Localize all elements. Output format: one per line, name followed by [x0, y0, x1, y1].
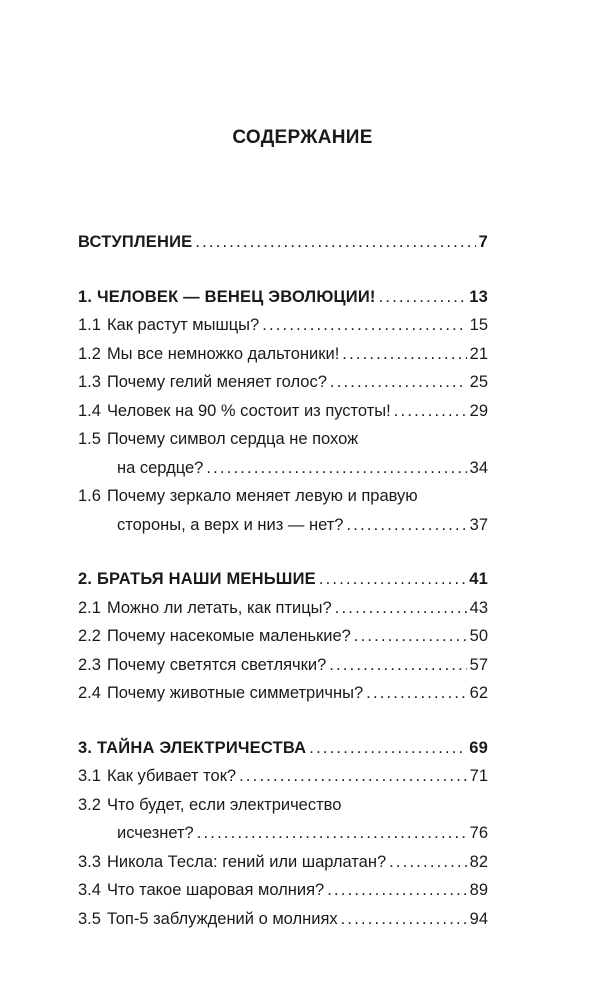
section-title: Можно ли летать, как птицы? [106, 598, 332, 617]
section-number: 1.4 [78, 401, 101, 420]
section-number: 1.5 [78, 430, 101, 448]
section-page: 25 [469, 373, 488, 391]
toc-section [78, 679, 488, 708]
toc-section [78, 762, 488, 791]
section-title: исчезнет? [117, 824, 194, 842]
section-page: 94 [469, 909, 488, 928]
section-number: 2.3 [78, 655, 101, 674]
dot-leader [319, 565, 466, 594]
section-title: Топ-5 заблуждений о молниях [106, 909, 338, 928]
toc-section [78, 848, 488, 877]
dot-leader [197, 819, 467, 848]
dot-leader [394, 397, 467, 426]
section-title: Как растут мышцы? [106, 316, 260, 334]
section-number: 1.2 [78, 344, 101, 363]
dot-leader [262, 311, 466, 340]
toc-section [78, 511, 488, 540]
toc-intro-page: 7 [478, 233, 488, 251]
chapter-page: 41 [469, 570, 488, 588]
toc-section [78, 905, 488, 934]
toc-section [78, 876, 488, 905]
section-page: 89 [469, 881, 488, 899]
section-title: стороны, а верх и низ — нет? [117, 515, 344, 534]
section-title: Почему гелий меняет голос? [106, 373, 327, 391]
dot-leader [341, 905, 467, 934]
section-page: 62 [469, 684, 488, 702]
dot-leader [389, 848, 467, 877]
section-number: 2.1 [78, 598, 101, 617]
section-title: Мы все немножко дальтоники! [106, 344, 340, 363]
section-title: Никола Тесла: гений или шарлатан? [106, 852, 387, 871]
chapter-spacer [78, 257, 488, 283]
section-page: 37 [469, 515, 488, 534]
dot-leader [327, 876, 466, 905]
toc-section [78, 791, 488, 820]
dot-leader [342, 340, 466, 369]
dot-leader [195, 228, 475, 257]
dot-leader [239, 762, 467, 791]
toc-chapter [78, 283, 488, 312]
section-page: 50 [469, 627, 488, 645]
dot-leader [329, 651, 466, 680]
section-page: 82 [469, 852, 488, 871]
section-number: 2.4 [78, 684, 101, 702]
section-page: 71 [469, 767, 488, 785]
chapter-spacer [78, 708, 488, 734]
chapter-spacer [78, 539, 488, 565]
section-page: 21 [469, 344, 488, 363]
dot-leader [366, 679, 466, 708]
toc-section [78, 454, 488, 483]
section-title: Что будет, если электричество [106, 795, 342, 814]
toc-intro [78, 228, 488, 257]
toc-section [78, 397, 488, 426]
section-page: 15 [469, 316, 488, 334]
section-number: 1.3 [78, 373, 101, 391]
chapter-label: 3. ТАЙНА ЭЛЕКТРИЧЕСТВА [78, 738, 307, 757]
toc-section [78, 651, 488, 680]
dot-leader [206, 454, 466, 483]
toc-chapter [78, 734, 488, 763]
section-number: 3.3 [78, 852, 101, 871]
page-title: СОДЕРЖАНИЕ [232, 127, 373, 148]
toc-section [78, 819, 488, 848]
dot-leader [309, 734, 466, 763]
section-page: 57 [469, 655, 488, 674]
dot-leader [335, 594, 467, 623]
section-title: Что такое шаровая молния? [106, 881, 325, 899]
section-number: 1.6 [78, 487, 101, 505]
section-number: 3.1 [78, 767, 101, 785]
toc-section [78, 594, 488, 623]
section-title: на сердце? [117, 458, 204, 477]
toc-chapter [78, 565, 488, 594]
toc-intro-label: ВСТУПЛЕНИЕ [78, 233, 193, 251]
section-page: 43 [469, 598, 488, 617]
section-page: 34 [469, 458, 488, 477]
section-title: Почему зеркало меняет левую и правую [106, 487, 418, 505]
section-number: 1.1 [78, 316, 101, 334]
section-page: 29 [469, 401, 488, 420]
toc-section [78, 482, 488, 511]
section-page: 76 [469, 824, 488, 842]
toc-section [78, 425, 488, 454]
chapter-page: 69 [469, 738, 488, 757]
toc-section [78, 311, 488, 340]
chapter-list [78, 257, 488, 934]
chapter-label: 2. БРАТЬЯ НАШИ МЕНЬШИЕ [78, 570, 316, 588]
section-title: Почему светятся светлячки? [106, 655, 327, 674]
section-number: 2.2 [78, 627, 101, 645]
chapter-label: 1. ЧЕЛОВЕК — ВЕНЕЦ ЭВОЛЮЦИИ! [78, 287, 376, 306]
section-title: Как убивает ток? [106, 767, 237, 785]
table-of-contents [78, 228, 488, 933]
section-title: Почему символ сердца не похож [106, 430, 359, 448]
dot-leader [379, 283, 467, 312]
chapter-page: 13 [469, 287, 488, 306]
toc-section [78, 340, 488, 369]
dot-leader [346, 511, 466, 540]
section-title: Человек на 90 % состоит из пустоты! [106, 401, 391, 420]
toc-section [78, 622, 488, 651]
toc-section [78, 368, 488, 397]
dot-leader [354, 622, 467, 651]
section-number: 3.5 [78, 909, 101, 928]
section-title: Почему насекомые маленькие? [106, 627, 351, 645]
dot-leader [330, 368, 467, 397]
section-number: 3.2 [78, 795, 101, 814]
section-number: 3.4 [78, 881, 101, 899]
section-title: Почему животные симметричны? [106, 684, 364, 702]
